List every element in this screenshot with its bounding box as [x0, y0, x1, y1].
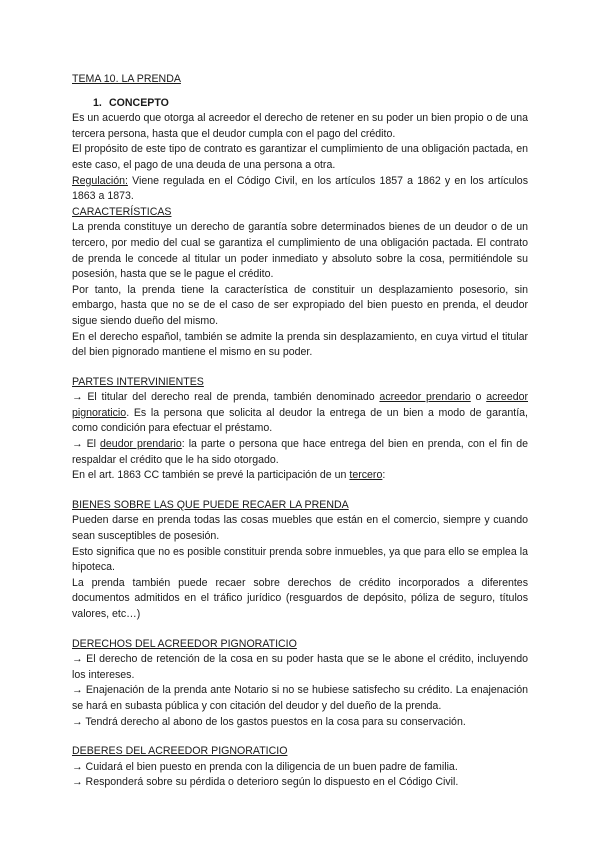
subheading-partes: PARTES INTERVINIENTES: [72, 375, 204, 388]
paragraph: Pueden darse en prenda todas las cosas muebles que están en el comercio, siempre y cuando sean susceptibles de posesión.: [72, 514, 528, 543]
paragraph: La prenda también puede recaer sobre derechos de crédito incorporados a diferentes documentos admitidos en el tráfico jurídico (resguardos de depósito, póliza de seguro, títulos valores, etc…): [72, 576, 528, 620]
section-heading-concepto: [72, 96, 528, 112]
document-body: [72, 72, 528, 791]
paragraph: Esto significa que no es posible constituir prenda sobre inmuebles, ya que para ello se emplea la hipoteca.: [72, 545, 528, 574]
section-number: 1.: [93, 96, 102, 109]
paragraph: → Enajenación de la prenda ante Notario si no se hubiese satisfecho su crédito. La enajenación se hará en subasta pública y con citación del deudor y del dueño de la prenda.: [72, 684, 528, 712]
subheading-caracteristicas: CARACTERÍSTICAS: [72, 205, 172, 218]
term-acreedor-prendario: acreedor prendario: [379, 391, 471, 404]
subheading-derechos: DERECHOS DEL ACREEDOR PIGNORATICIO: [72, 637, 297, 650]
paragraph: El propósito de este tipo de contrato es garantizar el cumplimiento de una obligación pactada, en este caso, el pago de una deuda de una persona a otra.: [72, 143, 528, 171]
subheading-bienes: BIENES SOBRE LAS QUE PUEDE RECAER LA PRENDA: [72, 498, 349, 511]
paragraph: → Responderá sobre su pérdida o deterioro según lo dispuesto en el Código Civil.: [72, 776, 459, 789]
term-tercero: tercero: [349, 469, 383, 482]
regulacion-label: Regulación:: [72, 174, 128, 187]
paragraph-deudor: → El deudor prendario: la parte o persona que hace entrega del bien en prenda, con el fin de respaldar el crédito que le ha sido otorgado.: [72, 438, 528, 466]
paragraph: La prenda constituye un derecho de garantía sobre determinados bienes de un deudor o de un tercero, por medio del cual se garantiza el cumplimiento de una obligación pactada. El contrato de prenda le concede al titular un poder inmediato y absoluto sobre la cosa, permitiéndole su posesión, hasta que se le pague el crédito.: [72, 221, 528, 281]
paragraph: → El derecho de retención de la cosa en su poder hasta que se le abone el crédito, incluyendo los intereses.: [72, 653, 528, 681]
term-deudor-prendario: deudor prendario: [100, 438, 182, 451]
section-heading-text: CONCEPTO: [109, 96, 169, 109]
paragraph-regulacion: [72, 174, 528, 205]
paragraph: Es un acuerdo que otorga al acreedor el derecho de retener en su poder un bien propio o de una tercera persona, hasta que el deudor cumpla con el pago del crédito.: [72, 112, 528, 140]
paragraph: → Cuidará el bien puesto en prenda con la diligencia de un buen padre de familia.: [72, 760, 458, 773]
subheading-deberes: DEBERES DEL ACREEDOR PIGNORATICIO: [72, 745, 288, 758]
paragraph: En el derecho español, también se admite la prenda sin desplazamiento, en cuya virtud el titular del bien pignorado mantiene el mismo en su poder.: [72, 330, 528, 359]
paragraph: Por tanto, la prenda tiene la característica de constituir un desplazamiento posesorio, sin embargo, hasta que no se de el caso de ser expropiado del bien puesto en prenda, el deudor sigue siendo dueño del mismo.: [72, 283, 528, 327]
term-acreedor-pignoraticio: acreedor pignoraticio: [72, 391, 529, 419]
paragraph-tercero: En el art. 1863 CC también se prevé la participación de un tercero:: [72, 469, 386, 482]
paragraph-acreedor: → El titular del derecho real de prenda, también denominado acreedor prendario o acreedor pignoraticio. Es la persona que solicita al deudor la entrega de un bien a modo de garantía, como condición para efectuar el préstamo.: [72, 391, 529, 435]
paragraph: → Tendrá derecho al abono de los gastos puestos en la cosa para su conservación.: [72, 715, 466, 728]
regulacion-text: Viene regulada en el Código Civil, en los artículos 1857 a 1862 y en los artículos 1863 a 1873.: [72, 174, 528, 203]
document-title: TEMA 10. LA PRENDA: [72, 73, 181, 85]
